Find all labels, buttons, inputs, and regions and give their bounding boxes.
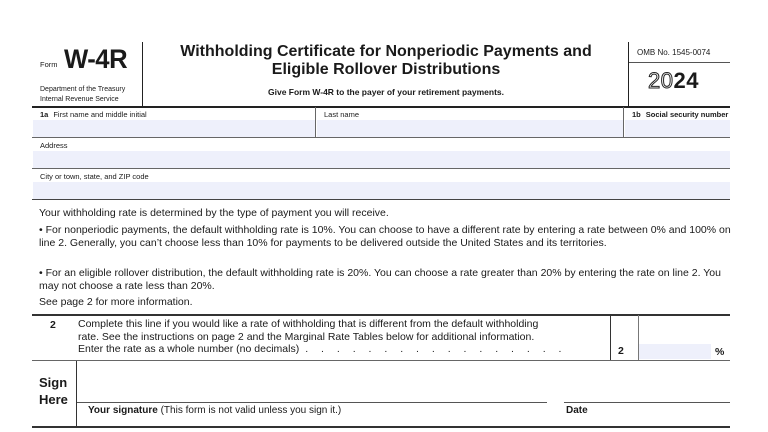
signature-caption xyxy=(88,405,341,416)
sign-bottom-rule xyxy=(32,426,730,428)
form-subtitle: Give Form W-4R to the payer of your retirement payments. xyxy=(268,87,504,97)
name-row xyxy=(32,107,730,138)
signature-caption-bold: Your signature xyxy=(88,405,158,416)
sign-label-line1: Sign xyxy=(39,375,68,390)
form-number: W-4R xyxy=(64,44,128,74)
omb-number: OMB No. 1545-0074 xyxy=(637,48,711,57)
ssn-cell xyxy=(624,107,730,137)
tax-year-bold: 24 xyxy=(673,68,699,93)
address-row xyxy=(32,138,730,169)
signature-input[interactable] xyxy=(80,368,544,400)
header-divider-right xyxy=(628,42,629,106)
title-line1: Withholding Certificate for Nonperiodic Payments and xyxy=(180,43,592,60)
line2-divider xyxy=(610,315,611,360)
address-input[interactable] xyxy=(33,151,730,168)
department-line2: Internal Revenue Service xyxy=(40,96,119,103)
form-title xyxy=(144,43,628,79)
line-1b-number: 1b xyxy=(632,110,641,119)
omb-divider xyxy=(629,62,730,63)
line2-text-3: Enter the rate as a whole number (no decimals) xyxy=(78,343,300,355)
header-divider-left xyxy=(142,42,143,106)
sign-divider xyxy=(76,361,77,427)
ssn-label xyxy=(632,110,728,119)
instructions-nonperiodic: • For nonperiodic payments, the default withholding rate is 10%. You can choose to have a different rate by entering a rate between 0% and 100% on line 2. Generally, you can’t choose less than 10% for payments to be delivered outside the United States and its territories. xyxy=(39,224,731,249)
percent-sign: % xyxy=(715,346,725,358)
city-input[interactable] xyxy=(33,182,730,199)
line2-text-1: Complete this line if you would like a rate of withholding that is different from the default withholding xyxy=(78,318,539,330)
line2-number: 2 xyxy=(50,319,56,331)
signature-line xyxy=(77,402,547,403)
city-label: City or town, state, and ZIP code xyxy=(40,172,149,181)
instructions-see-page: See page 2 for more information. xyxy=(39,296,193,308)
leader-dots: . . . . . . . . . . . . . . . . . xyxy=(305,343,567,355)
sign-here-label xyxy=(39,374,68,408)
instructions-intro: Your withholding rate is determined by the type of payment you will receive. xyxy=(39,207,389,219)
line2-text-3-row xyxy=(78,343,608,356)
last-name-input[interactable] xyxy=(317,120,623,137)
department-line1: Department of the Treasury xyxy=(40,86,126,93)
first-name-input[interactable] xyxy=(33,120,315,137)
withholding-rate-input[interactable] xyxy=(639,344,711,359)
first-name-cell xyxy=(32,107,316,137)
date-caption: Date xyxy=(566,405,588,416)
instructions-rollover: • For an eligible rollover distribution, the default withholding rate is 20%. You can choose a rate greater than 20% by entering the rate on line 2. You may not choose a rate less than 20%. xyxy=(39,267,721,292)
city-row xyxy=(32,169,730,200)
line-1a-number: 1a xyxy=(40,110,49,119)
address-label: Address xyxy=(40,141,68,150)
ssn-label-text: Social security number xyxy=(645,110,729,119)
first-name-label-text: First name and middle initial xyxy=(53,110,147,119)
ssn-input[interactable] xyxy=(625,120,730,137)
form-label: Form xyxy=(40,60,58,69)
line2-top-rule xyxy=(32,314,730,316)
tax-year-outline: 20 xyxy=(648,68,674,93)
date-line xyxy=(564,402,730,403)
department-name xyxy=(40,85,125,105)
tax-year xyxy=(648,68,699,94)
line2-text-2: rate. See the instructions on page 2 and the Marginal Rate Tables below for additional information. xyxy=(78,330,535,343)
sign-label-line2: Here xyxy=(39,392,68,407)
line2-bottom-rule xyxy=(32,360,730,361)
first-name-label xyxy=(40,110,147,119)
last-name-cell xyxy=(316,107,624,137)
signature-caption-note: (This form is not valid unless you sign it.) xyxy=(157,405,342,416)
title-line2: Eligible Rollover Distributions xyxy=(271,61,501,78)
line2-box-number: 2 xyxy=(618,345,624,357)
date-input[interactable] xyxy=(566,368,728,400)
last-name-label: Last name xyxy=(324,110,360,119)
line2-description xyxy=(78,318,608,356)
